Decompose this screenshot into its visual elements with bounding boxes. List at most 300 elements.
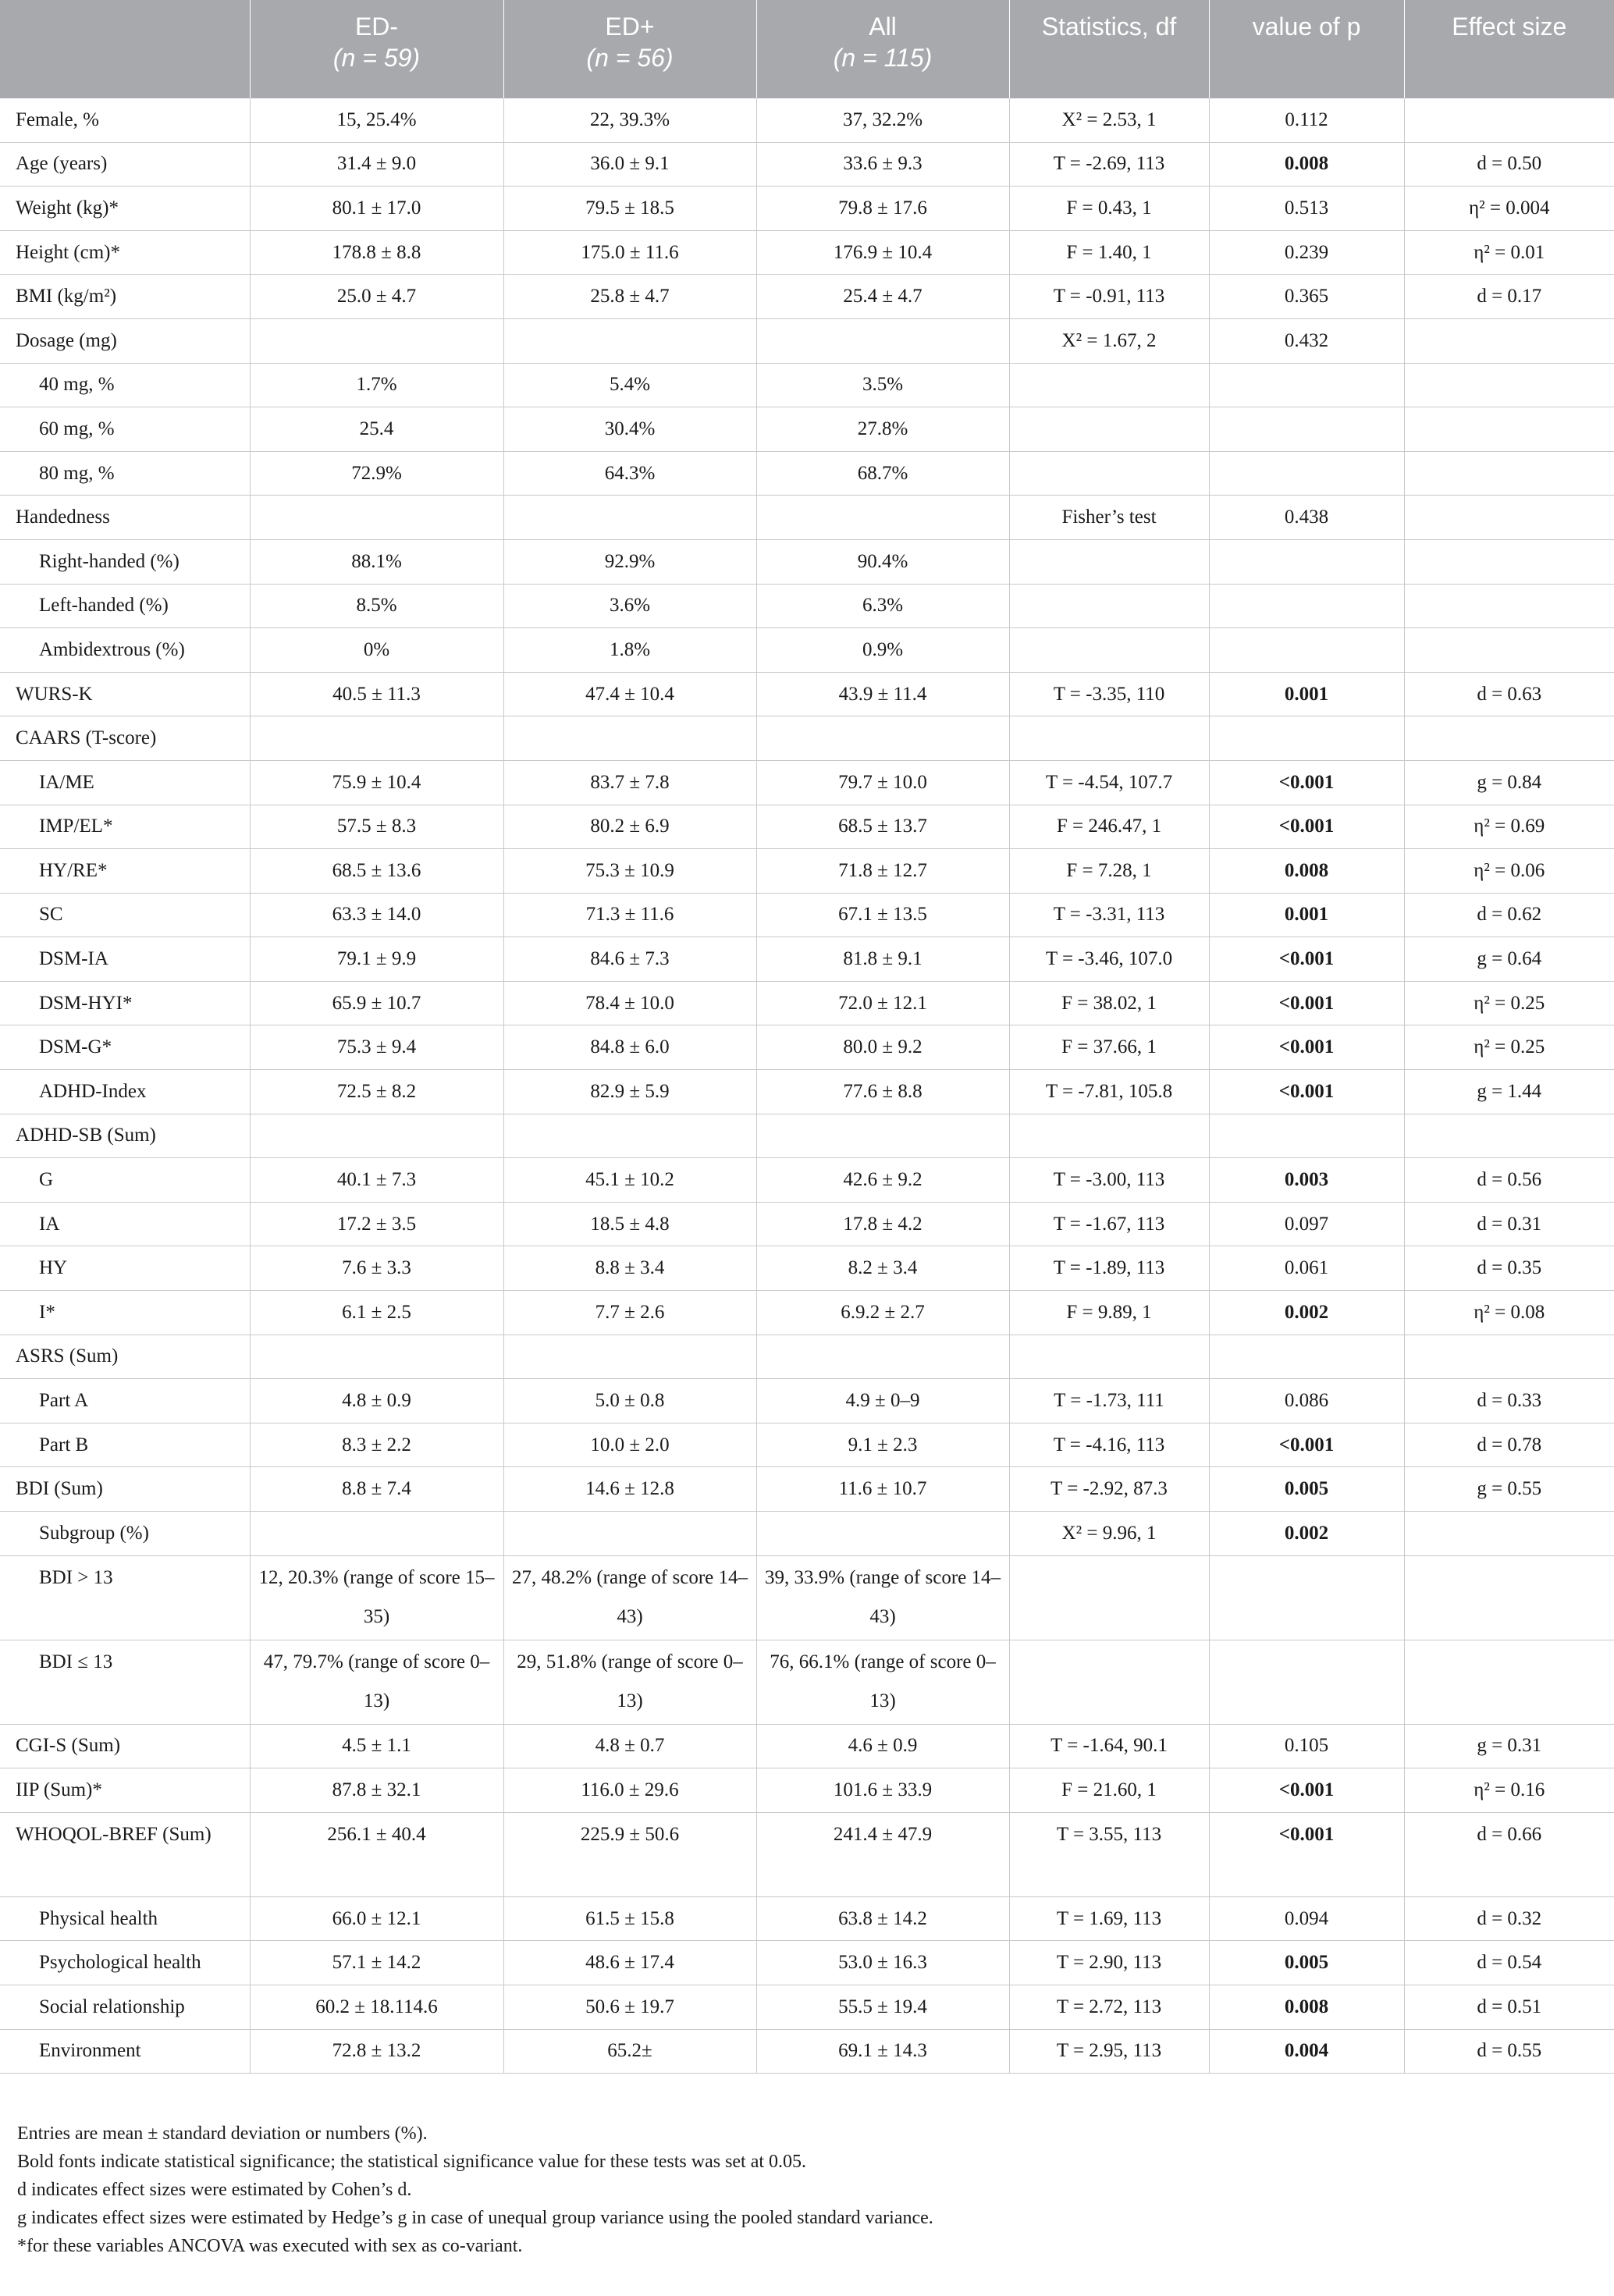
cell-ed-minus: 75.9 ± 10.4 (250, 760, 503, 805)
cell-all: 77.6 ± 8.8 (756, 1070, 1009, 1114)
cell-all: 69.1 ± 14.3 (756, 2029, 1009, 2074)
cell-p-value: 0.002 (1209, 1291, 1404, 1335)
cell-statistics: T = 1.69, 113 (1009, 1896, 1209, 1941)
cell-ed-plus: 14.6 ± 12.8 (503, 1467, 756, 1512)
cell-ed-plus: 83.7 ± 7.8 (503, 760, 756, 805)
cell-effect-size: d = 0.66 (1404, 1812, 1614, 1896)
table-row (0, 1423, 1614, 1467)
table-row (0, 584, 1614, 628)
row-label: G (0, 1158, 250, 1203)
row-label: ADHD-SB (Sum) (0, 1114, 250, 1158)
cell-ed-minus: 15, 25.4% (250, 98, 503, 142)
table-row (0, 628, 1614, 673)
row-label: DSM-HYI* (0, 981, 250, 1025)
cell-effect-size: g = 0.55 (1404, 1467, 1614, 1512)
cell-effect-size: η² = 0.25 (1404, 981, 1614, 1025)
cell-statistics: F = 38.02, 1 (1009, 981, 1209, 1025)
cell-p-value: 0.005 (1209, 1941, 1404, 1985)
cell-ed-minus: 8.8 ± 7.4 (250, 1467, 503, 1512)
cell-statistics: T = -2.92, 87.3 (1009, 1467, 1209, 1512)
header-ed-minus (250, 0, 503, 98)
cell-ed-plus: 3.6% (503, 584, 756, 628)
cell-all: 3.5% (756, 363, 1009, 407)
cell-all: 80.0 ± 9.2 (756, 1025, 1009, 1070)
cell-effect-size (1404, 98, 1614, 142)
table-row (0, 451, 1614, 496)
cell-all: 79.7 ± 10.0 (756, 760, 1009, 805)
cell-p-value: 0.239 (1209, 230, 1404, 275)
cell-ed-minus: 4.8 ± 0.9 (250, 1379, 503, 1423)
row-label: CAARS (T-score) (0, 716, 250, 761)
cell-effect-size: g = 0.84 (1404, 760, 1614, 805)
cell-p-value: 0.002 (1209, 1512, 1404, 1556)
cell-ed-plus: 50.6 ± 19.7 (503, 1985, 756, 2029)
table-row (0, 363, 1614, 407)
header-all-title: All (869, 12, 897, 41)
cell-all: 71.8 ± 12.7 (756, 849, 1009, 894)
cell-effect-size: η² = 0.08 (1404, 1291, 1614, 1335)
cell-p-value: 0.112 (1209, 98, 1404, 142)
cell-effect-size (1404, 539, 1614, 584)
cell-statistics: X² = 2.53, 1 (1009, 98, 1209, 142)
cell-ed-plus: 45.1 ± 10.2 (503, 1158, 756, 1203)
cell-ed-plus: 79.5 ± 18.5 (503, 187, 756, 231)
cell-p-value: 0.097 (1209, 1202, 1404, 1246)
table-row (0, 275, 1614, 319)
cell-ed-minus: 88.1% (250, 539, 503, 584)
table-row (0, 981, 1614, 1025)
cell-ed-minus: 75.3 ± 9.4 (250, 1025, 503, 1070)
row-label: Left-handed (%) (0, 584, 250, 628)
cell-all: 17.8 ± 4.2 (756, 1202, 1009, 1246)
cell-p-value: 0.008 (1209, 849, 1404, 894)
cell-ed-plus: 18.5 ± 4.8 (503, 1202, 756, 1246)
cell-effect-size: d = 0.51 (1404, 1985, 1614, 2029)
table-header (0, 0, 1614, 98)
cell-p-value: 0.438 (1209, 496, 1404, 540)
row-label: HY (0, 1246, 250, 1291)
row-label: IMP/EL* (0, 805, 250, 849)
cell-ed-plus: 47.4 ± 10.4 (503, 672, 756, 716)
cell-ed-minus: 57.5 ± 8.3 (250, 805, 503, 849)
cell-p-value: 0.061 (1209, 1246, 1404, 1291)
row-label: Female, % (0, 98, 250, 142)
row-label: IIP (Sum)* (0, 1768, 250, 1813)
cell-effect-size: d = 0.54 (1404, 1941, 1614, 1985)
cell-p-value: 0.005 (1209, 1467, 1404, 1512)
cell-statistics: T = -2.69, 113 (1009, 142, 1209, 187)
cell-statistics (1009, 363, 1209, 407)
row-label: WURS-K (0, 672, 250, 716)
table-row (0, 142, 1614, 187)
cell-ed-plus: 1.8% (503, 628, 756, 673)
row-label: Environment (0, 2029, 250, 2074)
cell-statistics: X² = 9.96, 1 (1009, 1512, 1209, 1556)
row-label: I* (0, 1291, 250, 1335)
cell-ed-plus: 225.9 ± 50.6 (503, 1812, 756, 1896)
table-row (0, 539, 1614, 584)
cell-all (756, 1335, 1009, 1379)
cell-statistics (1009, 1640, 1209, 1724)
cell-ed-minus: 4.5 ± 1.1 (250, 1724, 503, 1768)
table-row (0, 760, 1614, 805)
table-row (0, 1158, 1614, 1203)
cell-effect-size (1404, 451, 1614, 496)
table-row (0, 2029, 1614, 2074)
table-row (0, 1512, 1614, 1556)
cell-p-value (1209, 539, 1404, 584)
cell-effect-size (1404, 318, 1614, 363)
cell-all: 55.5 ± 19.4 (756, 1985, 1009, 2029)
table-row (0, 187, 1614, 231)
cell-all: 43.9 ± 11.4 (756, 672, 1009, 716)
cell-p-value: 0.105 (1209, 1724, 1404, 1768)
table-row (0, 407, 1614, 452)
cell-statistics (1009, 584, 1209, 628)
cell-effect-size: η² = 0.01 (1404, 230, 1614, 275)
cell-statistics (1009, 1114, 1209, 1158)
cell-ed-minus: 8.5% (250, 584, 503, 628)
cell-statistics: T = 3.55, 113 (1009, 1812, 1209, 1896)
row-label: Subgroup (%) (0, 1512, 250, 1556)
table-row (0, 1379, 1614, 1423)
cell-ed-minus: 68.5 ± 13.6 (250, 849, 503, 894)
cell-p-value (1209, 407, 1404, 452)
cell-all: 33.6 ± 9.3 (756, 142, 1009, 187)
cell-statistics: T = -3.35, 110 (1009, 672, 1209, 716)
cell-ed-minus: 65.9 ± 10.7 (250, 981, 503, 1025)
cell-ed-minus: 31.4 ± 9.0 (250, 142, 503, 187)
cell-ed-plus: 7.7 ± 2.6 (503, 1291, 756, 1335)
cell-ed-plus: 48.6 ± 17.4 (503, 1941, 756, 1985)
cell-ed-plus (503, 1114, 756, 1158)
row-label: Age (years) (0, 142, 250, 187)
row-label: Dosage (mg) (0, 318, 250, 363)
cell-all: 53.0 ± 16.3 (756, 1941, 1009, 1985)
cell-ed-plus: 4.8 ± 0.7 (503, 1724, 756, 1768)
cell-ed-minus: 60.2 ± 18.114.6 (250, 1985, 503, 2029)
cell-effect-size (1404, 363, 1614, 407)
cell-all: 63.8 ± 14.2 (756, 1896, 1009, 1941)
table-row (0, 318, 1614, 363)
table-row (0, 849, 1614, 894)
row-label: SC (0, 893, 250, 937)
table-row (0, 1724, 1614, 1768)
row-label: DSM-G* (0, 1025, 250, 1070)
cell-all: 68.5 ± 13.7 (756, 805, 1009, 849)
table-row (0, 893, 1614, 937)
table-row (0, 230, 1614, 275)
row-label: IA (0, 1202, 250, 1246)
cell-ed-minus: 72.5 ± 8.2 (250, 1070, 503, 1114)
cell-ed-plus: 30.4% (503, 407, 756, 452)
cell-all: 68.7% (756, 451, 1009, 496)
cell-ed-minus: 12, 20.3% (range of score 15–35) (250, 1555, 503, 1640)
cell-effect-size: d = 0.56 (1404, 1158, 1614, 1203)
cell-effect-size: g = 0.31 (1404, 1724, 1614, 1768)
cell-p-value (1209, 363, 1404, 407)
cell-p-value: <0.001 (1209, 1423, 1404, 1467)
row-label: Weight (kg)* (0, 187, 250, 231)
cell-all (756, 1512, 1009, 1556)
cell-ed-plus (503, 1512, 756, 1556)
cell-statistics (1009, 451, 1209, 496)
row-label: IA/ME (0, 760, 250, 805)
row-label: Right-handed (%) (0, 539, 250, 584)
cell-all: 90.4% (756, 539, 1009, 584)
cell-statistics: T = -3.46, 107.0 (1009, 937, 1209, 982)
cell-statistics: F = 246.47, 1 (1009, 805, 1209, 849)
cell-all: 11.6 ± 10.7 (756, 1467, 1009, 1512)
cell-ed-minus: 57.1 ± 14.2 (250, 1941, 503, 1985)
cell-all: 79.8 ± 17.6 (756, 187, 1009, 231)
cell-effect-size (1404, 1555, 1614, 1640)
header-ed-plus-n: (n = 56) (586, 44, 674, 72)
cell-p-value: <0.001 (1209, 937, 1404, 982)
cell-effect-size: d = 0.31 (1404, 1202, 1614, 1246)
row-label: Ambidextrous (%) (0, 628, 250, 673)
table-row (0, 1467, 1614, 1512)
cell-all: 81.8 ± 9.1 (756, 937, 1009, 982)
cell-statistics: T = -3.00, 113 (1009, 1158, 1209, 1203)
cell-all (756, 318, 1009, 363)
cell-ed-plus: 8.8 ± 3.4 (503, 1246, 756, 1291)
row-label: 40 mg, % (0, 363, 250, 407)
cell-effect-size: g = 0.64 (1404, 937, 1614, 982)
header-all-n: (n = 115) (833, 44, 933, 72)
cell-p-value: 0.008 (1209, 142, 1404, 187)
cell-all: 39, 33.9% (range of score 14–43) (756, 1555, 1009, 1640)
row-label: BDI ≤ 13 (0, 1640, 250, 1724)
cell-ed-plus: 84.6 ± 7.3 (503, 937, 756, 982)
row-label: BDI > 13 (0, 1555, 250, 1640)
cell-ed-minus: 25.0 ± 4.7 (250, 275, 503, 319)
cell-ed-plus: 92.9% (503, 539, 756, 584)
cell-statistics: T = -1.89, 113 (1009, 1246, 1209, 1291)
cell-p-value (1209, 1114, 1404, 1158)
table-row (0, 1812, 1614, 1896)
footnote-cohens-d: d indicates effect sizes were estimated by Cohen’s d. (17, 2180, 412, 2200)
cell-statistics (1009, 716, 1209, 761)
cell-ed-plus: 64.3% (503, 451, 756, 496)
cell-all: 25.4 ± 4.7 (756, 275, 1009, 319)
cell-effect-size (1404, 716, 1614, 761)
cell-ed-minus: 7.6 ± 3.3 (250, 1246, 503, 1291)
cell-statistics: T = -3.31, 113 (1009, 893, 1209, 937)
cell-effect-size (1404, 1114, 1614, 1158)
cell-all: 72.0 ± 12.1 (756, 981, 1009, 1025)
cell-effect-size: d = 0.50 (1404, 142, 1614, 187)
cell-ed-minus: 40.5 ± 11.3 (250, 672, 503, 716)
cell-ed-minus (250, 318, 503, 363)
cell-p-value (1209, 628, 1404, 673)
cell-ed-plus: 116.0 ± 29.6 (503, 1768, 756, 1813)
cell-p-value: 0.432 (1209, 318, 1404, 363)
cell-p-value: 0.001 (1209, 893, 1404, 937)
cell-p-value: <0.001 (1209, 1025, 1404, 1070)
cell-p-value: <0.001 (1209, 981, 1404, 1025)
cell-statistics: F = 1.40, 1 (1009, 230, 1209, 275)
cell-effect-size (1404, 1512, 1614, 1556)
cell-ed-plus (503, 716, 756, 761)
cell-effect-size (1404, 628, 1614, 673)
cell-ed-plus: 29, 51.8% (range of score 0–13) (503, 1640, 756, 1724)
row-label: 60 mg, % (0, 407, 250, 452)
row-label: ADHD-Index (0, 1070, 250, 1114)
header-ed-minus-title: ED- (354, 12, 399, 41)
cell-all: 0.9% (756, 628, 1009, 673)
cell-statistics: T = -1.64, 90.1 (1009, 1724, 1209, 1768)
header-p-value: value of p (1209, 0, 1404, 98)
row-label: HY/RE* (0, 849, 250, 894)
cell-ed-plus: 84.8 ± 6.0 (503, 1025, 756, 1070)
cell-statistics (1009, 539, 1209, 584)
table-row (0, 1070, 1614, 1114)
row-label: Psychological health (0, 1941, 250, 1985)
cell-statistics: T = 2.72, 113 (1009, 1985, 1209, 2029)
cell-all: 241.4 ± 47.9 (756, 1812, 1009, 1896)
cell-p-value (1209, 584, 1404, 628)
cell-all: 4.6 ± 0.9 (756, 1724, 1009, 1768)
cell-p-value (1209, 1640, 1404, 1724)
cell-ed-minus: 72.8 ± 13.2 (250, 2029, 503, 2074)
cell-statistics: X² = 1.67, 2 (1009, 318, 1209, 363)
cell-ed-minus: 17.2 ± 3.5 (250, 1202, 503, 1246)
table-row (0, 1246, 1614, 1291)
cell-ed-minus (250, 1512, 503, 1556)
cell-effect-size (1404, 1640, 1614, 1724)
table-row (0, 805, 1614, 849)
cell-p-value: 0.003 (1209, 1158, 1404, 1203)
cell-ed-plus: 5.4% (503, 363, 756, 407)
table-row (0, 1941, 1614, 1985)
footnote-hedges-g: g indicates effect sizes were estimated by Hedge’s g in case of unequal group variance using the pooled standard variance. (17, 2208, 933, 2228)
cell-ed-plus: 80.2 ± 6.9 (503, 805, 756, 849)
table-row (0, 937, 1614, 982)
cell-ed-plus: 82.9 ± 5.9 (503, 1070, 756, 1114)
cell-statistics: T = -4.16, 113 (1009, 1423, 1209, 1467)
cell-all: 67.1 ± 13.5 (756, 893, 1009, 937)
row-label: Social relationship (0, 1985, 250, 2029)
cell-p-value: 0.365 (1209, 275, 1404, 319)
cell-ed-plus: 5.0 ± 0.8 (503, 1379, 756, 1423)
cell-ed-plus: 75.3 ± 10.9 (503, 849, 756, 894)
table-row (0, 1555, 1614, 1640)
cell-effect-size: d = 0.35 (1404, 1246, 1614, 1291)
cell-ed-minus: 25.4 (250, 407, 503, 452)
table-row (0, 716, 1614, 761)
cell-p-value (1209, 1555, 1404, 1640)
cell-ed-plus: 61.5 ± 15.8 (503, 1896, 756, 1941)
cell-ed-plus: 27, 48.2% (range of score 14–43) (503, 1555, 756, 1640)
cell-ed-minus: 40.1 ± 7.3 (250, 1158, 503, 1203)
cell-ed-plus: 22, 39.3% (503, 98, 756, 142)
cell-effect-size (1404, 1335, 1614, 1379)
row-label: ASRS (Sum) (0, 1335, 250, 1379)
cell-p-value: <0.001 (1209, 1812, 1404, 1896)
cell-all: 6.3% (756, 584, 1009, 628)
cell-effect-size: η² = 0.06 (1404, 849, 1614, 894)
cell-all: 76, 66.1% (range of score 0–13) (756, 1640, 1009, 1724)
cell-ed-minus: 178.8 ± 8.8 (250, 230, 503, 275)
cell-all: 42.6 ± 9.2 (756, 1158, 1009, 1203)
row-label: WHOQOL-BREF (Sum) (0, 1812, 250, 1896)
cell-statistics: T = -4.54, 107.7 (1009, 760, 1209, 805)
cell-effect-size: d = 0.62 (1404, 893, 1614, 937)
cell-all: 176.9 ± 10.4 (756, 230, 1009, 275)
cell-statistics: T = -7.81, 105.8 (1009, 1070, 1209, 1114)
row-label: Part B (0, 1423, 250, 1467)
header-variable (0, 0, 250, 98)
cell-ed-minus: 8.3 ± 2.2 (250, 1423, 503, 1467)
cell-ed-minus: 80.1 ± 17.0 (250, 187, 503, 231)
cell-statistics (1009, 1555, 1209, 1640)
cell-ed-plus (503, 318, 756, 363)
row-label: Part A (0, 1379, 250, 1423)
cell-p-value (1209, 1335, 1404, 1379)
cell-statistics: F = 9.89, 1 (1009, 1291, 1209, 1335)
cell-ed-minus: 79.1 ± 9.9 (250, 937, 503, 982)
cell-all: 101.6 ± 33.9 (756, 1768, 1009, 1813)
table-footnotes (17, 2120, 1594, 2260)
cell-statistics: F = 7.28, 1 (1009, 849, 1209, 894)
cell-effect-size (1404, 407, 1614, 452)
cell-p-value (1209, 716, 1404, 761)
cell-p-value (1209, 451, 1404, 496)
table-row (0, 496, 1614, 540)
table-body (0, 98, 1614, 2074)
header-all (756, 0, 1009, 98)
cell-p-value: <0.001 (1209, 760, 1404, 805)
cell-ed-plus: 10.0 ± 2.0 (503, 1423, 756, 1467)
cell-ed-minus: 72.9% (250, 451, 503, 496)
row-label: Handedness (0, 496, 250, 540)
cell-p-value: 0.001 (1209, 672, 1404, 716)
cell-p-value: 0.008 (1209, 1985, 1404, 2029)
cell-p-value: <0.001 (1209, 805, 1404, 849)
cell-ed-minus: 66.0 ± 12.1 (250, 1896, 503, 1941)
cell-statistics: T = 2.95, 113 (1009, 2029, 1209, 2074)
header-ed-plus (503, 0, 756, 98)
cell-all: 27.8% (756, 407, 1009, 452)
cell-statistics (1009, 628, 1209, 673)
table-row (0, 672, 1614, 716)
cell-ed-minus (250, 1114, 503, 1158)
cell-statistics (1009, 1335, 1209, 1379)
cell-ed-minus (250, 1335, 503, 1379)
cell-p-value: <0.001 (1209, 1070, 1404, 1114)
cell-ed-plus (503, 1335, 756, 1379)
cell-ed-plus: 175.0 ± 11.6 (503, 230, 756, 275)
header-row (0, 0, 1614, 98)
table-row (0, 1291, 1614, 1335)
cell-all: 4.9 ± 0–9 (756, 1379, 1009, 1423)
cell-statistics: F = 37.66, 1 (1009, 1025, 1209, 1070)
cell-ed-minus: 0% (250, 628, 503, 673)
cell-ed-plus: 36.0 ± 9.1 (503, 142, 756, 187)
cell-statistics: T = -1.73, 111 (1009, 1379, 1209, 1423)
cell-statistics: T = 2.90, 113 (1009, 1941, 1209, 1985)
table-row (0, 1114, 1614, 1158)
cell-effect-size: d = 0.17 (1404, 275, 1614, 319)
cell-ed-plus: 25.8 ± 4.7 (503, 275, 756, 319)
table-row (0, 1025, 1614, 1070)
table-row (0, 1335, 1614, 1379)
row-label: BMI (kg/m²) (0, 275, 250, 319)
footnote-entries: Entries are mean ± standard deviation or numbers (%). (17, 2124, 428, 2144)
cell-statistics: Fisher’s test (1009, 496, 1209, 540)
row-label: DSM-IA (0, 937, 250, 982)
